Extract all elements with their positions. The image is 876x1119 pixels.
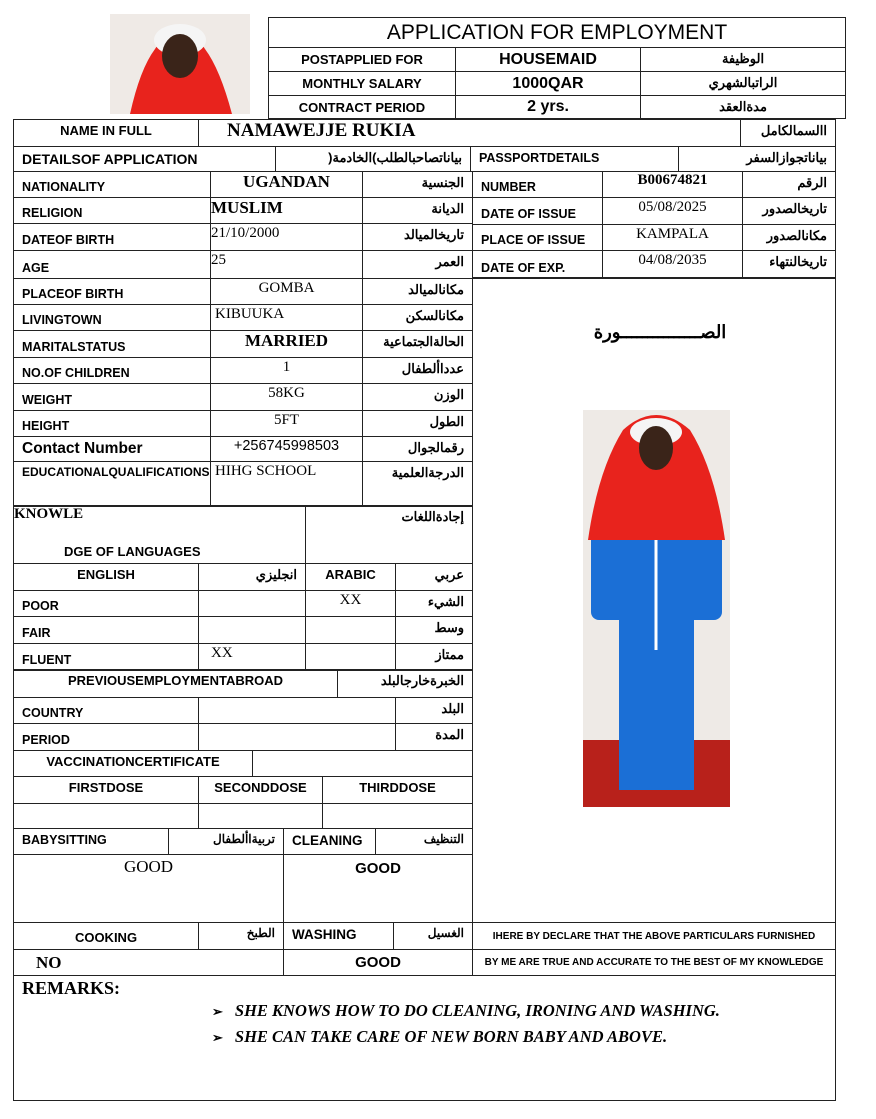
applicant-headshot	[110, 14, 250, 114]
country-value[interactable]	[198, 697, 396, 724]
contract-period-label: CONTRACT PERIOD	[268, 95, 456, 119]
living-town-value: KIBUUKA	[210, 304, 363, 331]
monthly-salary-value: 1000QAR	[455, 71, 641, 96]
passport-number-label: NUMBER	[472, 171, 603, 198]
education-label: EDUCATIONALQUALIFICATIONS	[13, 461, 211, 507]
age-label: AGE	[13, 250, 211, 279]
name-value: NAMAWEJJE RUKIA	[198, 119, 741, 147]
passport-number-arabic: الرقم	[742, 171, 836, 198]
date-of-issue-label: DATE OF ISSUE	[472, 197, 603, 225]
cooking-arabic: الطبخ	[198, 922, 284, 950]
english-header: ENGLISH	[13, 563, 199, 591]
passport-number-value: B00674821	[602, 171, 743, 198]
lang-fair-arabic-mark	[305, 616, 396, 644]
name-arabic: االسمالكامل	[740, 119, 836, 147]
education-value: HIHG SCHOOL	[210, 461, 363, 507]
living-town-arabic: مكانالسكن	[362, 304, 473, 331]
third-dose-value[interactable]	[322, 803, 473, 829]
post-applied-arabic: الوظيفة	[640, 47, 846, 72]
date-of-expiry-label: DATE OF EXP.	[472, 250, 603, 279]
remark-text: SHE CAN TAKE CARE OF NEW BORN BABY AND ABOVE.	[234, 1027, 668, 1046]
remarks-label: REMARKS:	[22, 978, 120, 998]
date-of-birth-arabic: تاريخالميالد	[362, 223, 473, 251]
contact-number-arabic: رقمالجوال	[362, 436, 473, 462]
post-applied-value: HOUSEMAID	[455, 47, 641, 72]
washing-value: GOOD	[283, 949, 473, 976]
lang-fluent-arabic-label: ممتاز	[395, 643, 473, 671]
contact-number-label: Contact Number	[13, 436, 211, 462]
name-label: NAME IN FULL	[13, 119, 199, 147]
lang-poor-label: POOR	[13, 590, 199, 617]
english-header-arabic: انجليزي	[198, 563, 306, 591]
passport-details-label: PASSPORTDETAILS	[470, 146, 679, 172]
height-label: HEIGHT	[13, 410, 211, 437]
arabic-header-arabic: عربي	[395, 563, 473, 591]
country-label: COUNTRY	[13, 697, 199, 724]
lang-fluent-english-mark: XX	[198, 643, 306, 671]
date-of-issue-value: 05/08/2025	[602, 197, 743, 225]
place-of-issue-arabic: مكانالصدور	[742, 224, 836, 251]
religion-value: MUSLIM	[210, 197, 363, 224]
photo-caption: الصـــــــــــــــورة	[593, 322, 727, 342]
lang-fluent-arabic-mark	[305, 643, 396, 671]
nationality-label: NATIONALITY	[13, 171, 211, 198]
lang-fair-label: FAIR	[13, 616, 199, 644]
age-value: 25	[210, 250, 363, 279]
declaration-line-2: BY ME ARE TRUE AND ACCURATE TO THE BEST OF MY KNOWLEDGE	[472, 949, 836, 976]
cooking-value: NO	[13, 949, 284, 976]
place-of-birth-arabic: مكانالميالد	[362, 278, 473, 305]
details-arabic: بياناتصاحبالطلب)الخادمة(	[275, 146, 471, 172]
children-label: NO.OF CHILDREN	[13, 357, 211, 384]
babysitting-value: GOOD	[13, 854, 284, 923]
religion-label: RELIGION	[13, 197, 211, 224]
babysitting-label: BABYSITTING	[13, 828, 169, 855]
marital-status-arabic: الحالةالجتماعية	[362, 330, 473, 358]
place-of-birth-value: GOMBA	[210, 278, 363, 305]
place-of-issue-label: PLACE OF ISSUE	[472, 224, 603, 251]
details-label: DETAILSOF APPLICATION	[13, 146, 276, 172]
languages-title	[13, 505, 306, 564]
date-of-issue-arabic: تاريخالصدور	[742, 197, 836, 225]
height-value: 5FT	[210, 410, 363, 437]
bullet-arrow-icon: ➢	[212, 1030, 223, 1045]
period-value[interactable]	[198, 723, 396, 751]
monthly-salary-arabic: الراتبالشهري	[640, 71, 846, 96]
passport-details-arabic: بياناتجوازالسفر	[678, 146, 836, 172]
cooking-label: COOKING	[13, 922, 199, 950]
age-arabic: العمر	[362, 250, 473, 279]
living-town-label: LIVINGTOWN	[13, 304, 211, 331]
lang-poor-english-mark	[198, 590, 306, 617]
date-of-birth-label: DATEOF BIRTH	[13, 223, 211, 251]
remark-text: SHE KNOWS HOW TO DO CLEANING, IRONING AND WASHING.	[234, 1001, 720, 1020]
previous-employment-arabic: الخبرةخارجالبلد	[337, 669, 473, 698]
cleaning-value: GOOD	[283, 854, 473, 923]
contract-period-arabic: مدةالعقد	[640, 95, 846, 119]
third-dose-label: THIRDDOSE	[322, 776, 473, 804]
lang-poor-arabic-label: الشيء	[395, 590, 473, 617]
date-of-expiry-arabic: تاريخالنتهاء	[742, 250, 836, 279]
country-arabic: البلد	[395, 697, 473, 724]
languages-title-arabic: إجادةاللغات	[305, 505, 473, 564]
weight-label: WEIGHT	[13, 383, 211, 411]
vaccination-label: VACCINATIONCERTIFICATE	[13, 750, 253, 777]
religion-arabic: الديانة	[362, 197, 473, 224]
first-dose-value[interactable]	[13, 803, 199, 829]
washing-arabic: الغسيل	[393, 922, 473, 950]
weight-arabic: الوزن	[362, 383, 473, 411]
nationality-value: UGANDAN	[210, 171, 363, 198]
vaccination-value[interactable]	[252, 750, 473, 777]
second-dose-label: SECONDDOSE	[198, 776, 323, 804]
marital-status-value: MARRIED	[210, 330, 363, 358]
applicant-full-photo	[583, 410, 730, 807]
cleaning-label: CLEANING	[283, 828, 376, 855]
arabic-header: ARABIC	[305, 563, 396, 591]
lang-fluent-label: FLUENT	[13, 643, 199, 671]
babysitting-arabic: تربيةاألطفال	[168, 828, 284, 855]
second-dose-value[interactable]	[198, 803, 323, 829]
cleaning-arabic: التنظيف	[375, 828, 473, 855]
children-arabic: عدداألطفال	[362, 357, 473, 384]
date-of-birth-value: 21/10/2000	[210, 223, 363, 251]
remark-item	[212, 1024, 720, 1050]
contact-number-value: +256745998503	[210, 436, 363, 462]
first-dose-label: FIRSTDOSE	[13, 776, 199, 804]
place-of-issue-value: KAMPALA	[602, 224, 743, 251]
date-of-expiry-value: 04/08/2035	[602, 250, 743, 279]
lang-poor-arabic-mark: XX	[305, 590, 396, 617]
monthly-salary-label: MONTHLY SALARY	[268, 71, 456, 96]
nationality-arabic: الجنسية	[362, 171, 473, 198]
contract-period-value: 2 yrs.	[455, 95, 641, 119]
period-label: PERIOD	[13, 723, 199, 751]
lang-fair-english-mark	[198, 616, 306, 644]
place-of-birth-label: PLACEOF BIRTH	[13, 278, 211, 305]
marital-status-label: MARITALSTATUS	[13, 330, 211, 358]
remarks-list	[212, 998, 720, 1050]
form-title: APPLICATION FOR EMPLOYMENT	[268, 17, 846, 48]
languages-title-line1: KNOWLE	[14, 506, 84, 522]
bullet-arrow-icon: ➢	[212, 1004, 223, 1019]
full-photo-image	[583, 410, 730, 807]
education-arabic: الدرجةالعلمية	[362, 461, 473, 507]
children-value: 1	[210, 357, 363, 384]
declaration-line-1: IHERE BY DECLARE THAT THE ABOVE PARTICULARS FURNISHED	[472, 922, 836, 950]
weight-value: 58KG	[210, 383, 363, 411]
lang-fair-arabic-label: وسط	[395, 616, 473, 644]
languages-title-line2: DGE OF LANGUAGES	[64, 544, 201, 559]
period-arabic: المدة	[395, 723, 473, 751]
post-applied-label: POSTAPPLIED FOR	[268, 47, 456, 72]
previous-employment-label: PREVIOUSEMPLOYMENTABROAD	[13, 669, 338, 698]
remark-item	[212, 998, 720, 1024]
height-arabic: الطول	[362, 410, 473, 437]
headshot-image	[110, 14, 250, 114]
washing-label: WASHING	[283, 922, 394, 950]
